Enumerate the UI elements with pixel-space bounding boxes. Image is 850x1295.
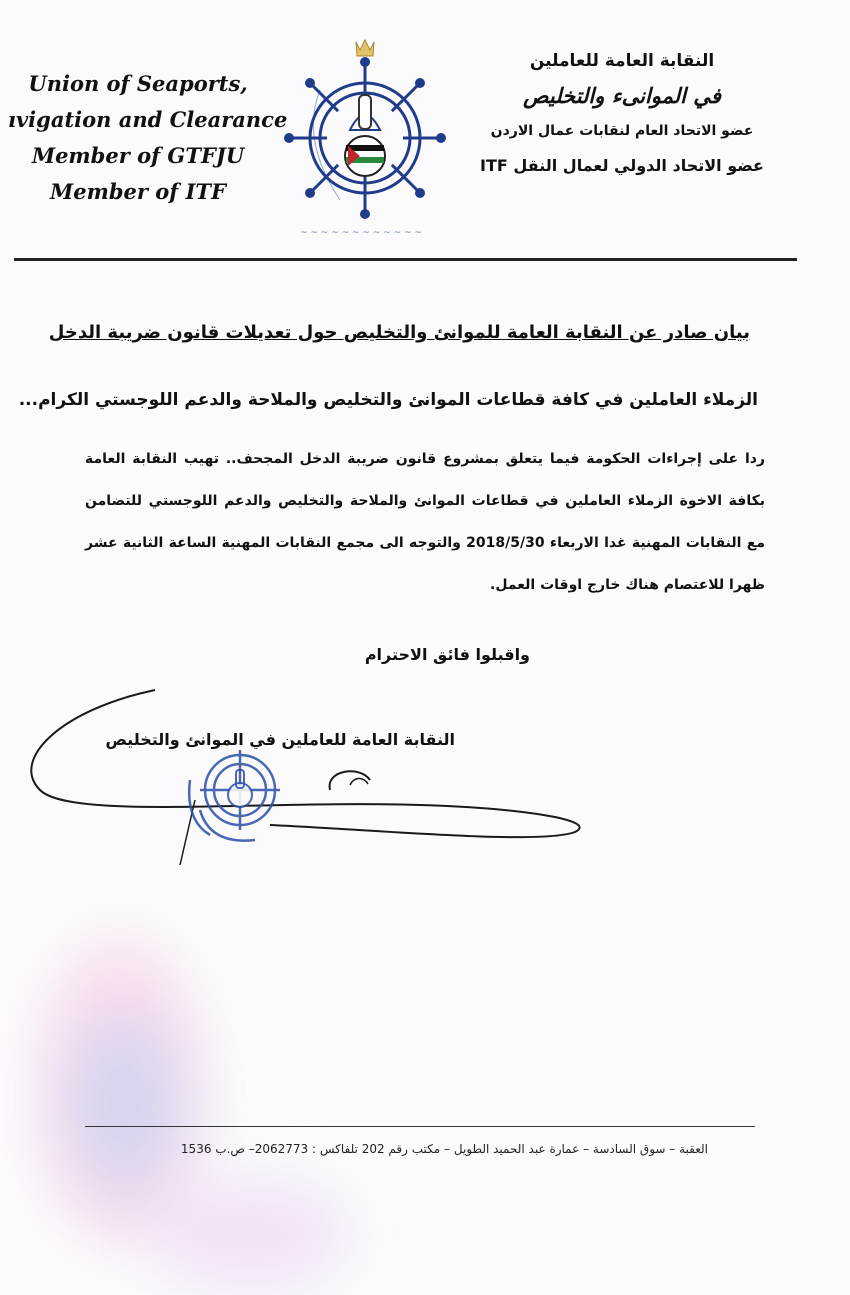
english-header-line: Union of Seaports, [28, 71, 248, 96]
body-paragraph: ردا على إجراءات الحكومة فيما يتعلق بمشروع قانون ضريبة الدخل المجحف.. تهيب النقابة العامة بكافة الاخوة الزملاء العاملين في قطاعات الموانئ والملاحة والتخليص والدعم اللوجستي للتضامن مع النقابات المهنية غدا الاربعاء 2018/5/30 والتوجه الى مجمع النقابات المهنية الساعة الثانية عشر ظهرا للاعتصام هناك خارج اوقات العمل. [85, 451, 765, 593]
english-header-line: ıvigation and Clearance [8, 107, 288, 132]
handwritten-signature-icon [0, 680, 620, 880]
english-header [8, 66, 288, 210]
arabic-header-line: عضو الاتحاد الدولي لعمال النقل ITF [480, 156, 764, 175]
print-smudge [150, 1180, 350, 1290]
arabic-header [462, 46, 782, 186]
signature-organization: النقابة العامة للعاملين في الموانئ والتخليص [105, 730, 455, 749]
footer-address: العقبة – سوق السادسة – عمارة عبد الحميد الطويل – مكتب رقم 202 تلفاكس : 2062773– ص.ب 1536 [180, 1142, 708, 1156]
english-header-line: Member of GTFJU [31, 143, 245, 168]
print-smudge [70, 1020, 180, 1190]
union-emblem-icon [280, 30, 450, 245]
statement-title: بيان صادر عن النقابة العامة للموانئ والتخليص حول تعديلات قانون ضريبة الدخل [48, 322, 750, 343]
arabic-header-line: في الموانىء والتخليص [523, 84, 721, 108]
closing-line: واقبلوا فائق الاحترام [364, 645, 530, 664]
header-divider [14, 258, 797, 261]
arabic-header-line: عضو الاتحاد العام لنقابات عمال الاردن [490, 123, 754, 139]
print-smudge [40, 940, 200, 1240]
svg-text:~ ~ ~ ~ ~ ~ ~ ~ ~ ~ ~ ~: ~ ~ ~ ~ ~ ~ ~ ~ ~ ~ ~ ~ [300, 228, 422, 238]
english-header-line: Member of ITF [50, 179, 226, 204]
arabic-header-line: النقابة العامة للعاملين [529, 51, 715, 71]
official-stamp-icon [180, 740, 295, 850]
greeting-line: الزملاء العاملين في كافة قطاعات الموانئ والتخليص والملاحة والدعم اللوجستي الكرام... [18, 390, 758, 410]
footer-divider [85, 1126, 755, 1127]
